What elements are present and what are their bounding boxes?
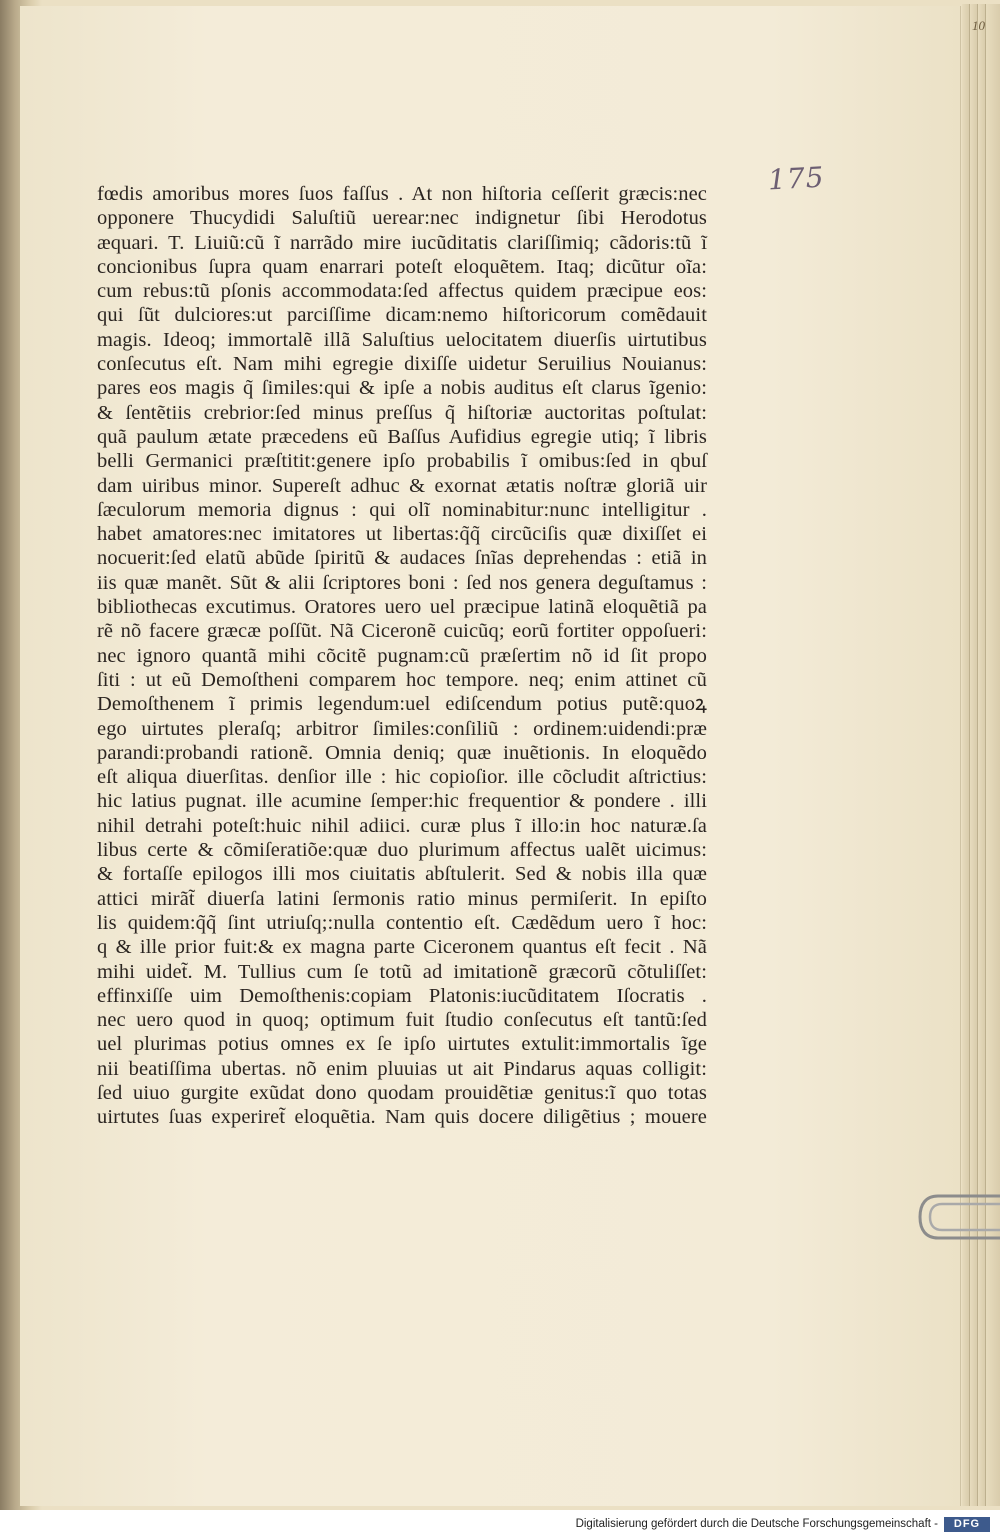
text-line: q & ille prior fuit:& ex magna parte Ciceronem quantus eſt fecit . Nã (97, 936, 707, 959)
text-line: mihi uidet̃. M. Tullius cum ſe totũ ad imitationẽ græcorũ cõtuliſſet: (97, 960, 707, 983)
page-edge (962, 4, 970, 1506)
page-edge (986, 4, 1000, 1506)
text-line: bibliothecas excutimus. Oratores uero uel præcipue latinã eloquẽtiã pa (97, 596, 707, 619)
text-line: rẽ nõ facere græcæ poſſũt. Nã Ciceronẽ cuicũq; eorũ fortiter oppoſueri: (97, 620, 707, 643)
text-line: nihil detrahi poteſt:huic nihil adiici. curæ plus ĩ illo:in hoc naturæ.ſa (97, 814, 707, 837)
text-line: lis quidem:q̃q̃ ſint utriuſq;:nulla contentio eſt. Cædẽdum uero ĩ hoc: (97, 911, 707, 934)
page-edge (970, 4, 978, 1506)
text-line: parandi:probandi rationẽ. Omnia deniq; quæ inuẽtionis. In eloquẽdo (97, 741, 707, 764)
funding-credit: Digitalisierung gefördert durch die Deutsche Forschungsgemeinschaft - (575, 1518, 938, 1530)
text-line: qui ſũt dulciores:ut parciſſime dicam:nemo hiſtoricorum comẽdauit (97, 304, 707, 327)
footer-bar (0, 1510, 1000, 1538)
text-line: opponere Thucydidi Saluſtiũ uerear:nec indignetur ſibi Herodotus (97, 207, 707, 230)
text-line: eſt aliqua diuerſitas. denſior ille : hic copioſior. ille cõcludit aſtrictius: (97, 766, 707, 789)
text-line: pares eos magis q̃ ſimiles:qui & ipſe a nobis auditus eſt clarus ĩgenio: (97, 377, 707, 400)
text-line: uel plurimas potius omnes ex ſe ipſo uirtutes extulit:immortalis ĩge (97, 1033, 707, 1056)
page-edge (978, 4, 986, 1506)
text-line: ego uirtutes pleraſq; arbitror ſimiles:conſiliũ : ordinem:uidendi:præ (97, 717, 707, 740)
folio-number: 175 (767, 160, 826, 197)
text-line: fœdis amoribus mores ſuos faſſus . At non hiſtoria ceſſerit græcis:nec (97, 183, 707, 205)
text-line: libus certe & cõmiſeratiõe:quæ duo plurimum affectus ualẽt uicimus: (97, 839, 707, 862)
text-line: ſæculorum memoria dignus : qui olĩ nominabitur:nunc intelligitur . (97, 498, 707, 521)
text-block (97, 182, 707, 1130)
text-line: magis. Ideoq; immortalẽ illã Saluſtius uelocitatem diuerſis uirtutibus (97, 328, 707, 351)
text-line: ſed uiuo gurgite exũdat dono quodam prouidẽtiæ genitus:ĩ quo totas (97, 1081, 707, 1104)
text-line: hic latius pugnat. ille acumine ſemper:hic frequentior & pondere . illi (97, 790, 707, 813)
text-line: concionibus ſupra quam enarrari poteſt eloquẽtem. Itaq; dicũtur oĩa: (97, 255, 707, 278)
text-line: nii beatiſſima ubertas. nõ enim pluuias ut ait Pindarus aquas colligit: (97, 1057, 707, 1080)
text-line: habet amatores:nec imitatores ut libertas:q̃q̃ circũciſis quæ dixiſſet ei (97, 523, 707, 546)
text-line: æquari. T. Liuiũ:cũ ĩ narrãdo mire iucũditatis clariſſimiq; cãdoris:tũ ĩ (97, 231, 707, 254)
dfg-logo: DFG (944, 1517, 990, 1532)
corner-mark: 10 (972, 18, 985, 33)
text-line: quã paulum ætate præcedens eũ Baſſus Aufidius egregie utiq; ĩ libris (97, 425, 707, 448)
text-line: effinxiſſe uim Demoſthenis:copiam Platonis:iucũditatem Iſocratis . (97, 984, 707, 1007)
paper-clip-icon (916, 1190, 1000, 1246)
text-line: & ſentẽtiis crebrior:ſed minus preſſus q̃ hiſtoriæ auctoritas poſtulat: (97, 401, 707, 424)
text-line: dam uiribus minor. Supereſt adhuc & exornat ætatis noſtræ gloriã uir (97, 474, 707, 497)
text-line: nec ignoro quantã mihi cõcitẽ pugnam:cũ præſertim nõ id ſit propo (97, 644, 707, 667)
text-line: cum rebus:tũ pſonis accommodata:ſed affectus quidem præcipue eos: (97, 280, 707, 303)
text-line: ſiti : ut eũ Demoſtheni comparem hoc tempore. neq; enim attinet cũ (97, 668, 707, 691)
text-line: belli Germanici præſtitit:genere ipſo probabilis ĩ omibus:ſed in qbuſ (97, 450, 707, 473)
text-line: nocuerit:ſed elatũ abũde ſpiritũ & audaces ſnĩas deprehendas : etiã in (97, 547, 707, 570)
text-line: uirtutes ſuas experiret̃ eloquẽtia. Nam quis docere diligẽtius ; mouere (97, 1106, 707, 1129)
text-line: nec uero quod in quoq; optimum fuit ſtudio conſecutus eſt tantũ:ſed (97, 1009, 707, 1032)
text-line: conſecutus eſt. Nam mihi egregie dixiſſe uidetur Seruilius Nouianus: (97, 353, 707, 376)
text-line: & fortaſſe epilogos illi mos ciuitatis abſtulerit. Sed & nobis illa quæ (97, 863, 707, 886)
text-line: attici mirãt̃ diuerſa latini ſermonis ratio minus permiſerit. In epiſto (97, 887, 707, 910)
text-line: iis quæ manẽt. Sũt & alii ſcriptores boni : ſed nos genera deguſtamus : (97, 571, 707, 594)
text-line: Demoſthenem ĩ primis legendum:uel ediſcendum potius putẽ:quoꝝ (97, 693, 707, 716)
